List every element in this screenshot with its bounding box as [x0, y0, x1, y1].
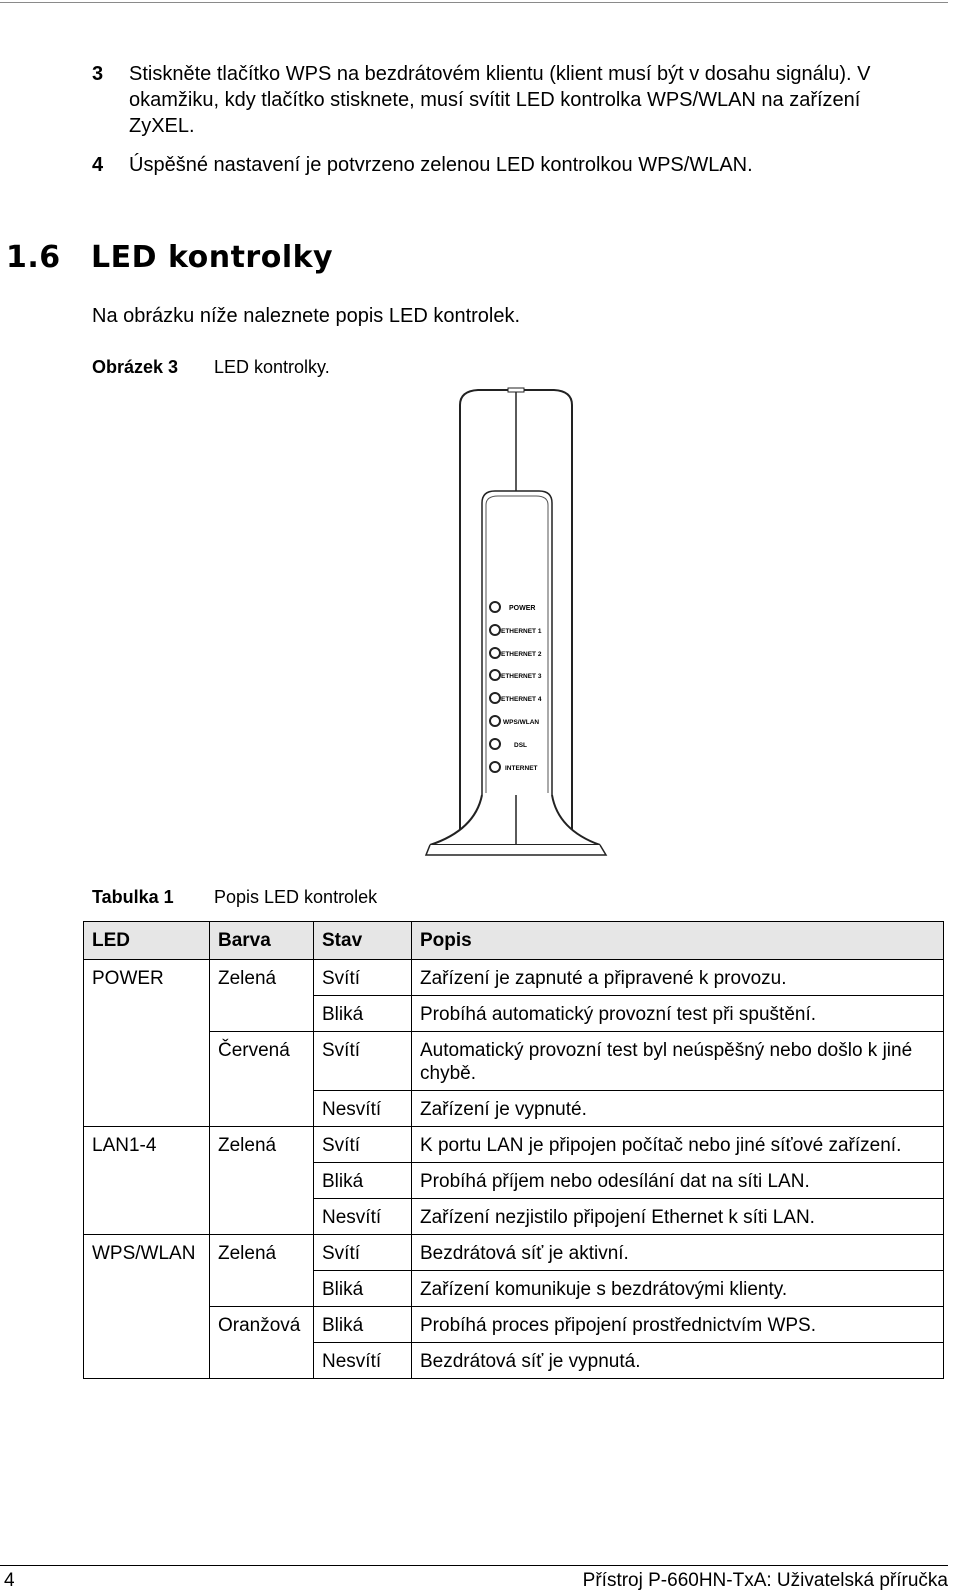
table-row	[84, 1091, 944, 1127]
table-row	[84, 1343, 944, 1379]
header-led: LED	[84, 922, 210, 960]
table-row	[84, 996, 944, 1032]
cell-barva	[210, 1091, 314, 1127]
cell-popis: K portu LAN je připojen počítač nebo jiné síťové zařízení.	[412, 1127, 944, 1163]
svg-text:DSL: DSL	[514, 742, 527, 749]
cell-stav: Nesvítí	[314, 1343, 412, 1379]
cell-popis: Zařízení nezjistilo připojení Ethernet k síti LAN.	[412, 1199, 944, 1235]
cell-popis: Probíhá proces připojení prostřednictvím WPS.	[412, 1307, 944, 1343]
cell-stav: Nesvítí	[314, 1199, 412, 1235]
header-barva: Barva	[210, 922, 314, 960]
step-text: Úspěšné nastavení je potvrzeno zelenou LED kontrolkou WPS/WLAN.	[129, 154, 753, 176]
cell-stav: Bliká	[314, 1163, 412, 1199]
table-row	[84, 960, 944, 996]
header-stav: Stav	[314, 922, 412, 960]
cell-stav: Svítí	[314, 1235, 412, 1271]
svg-text:ETHERNET 4: ETHERNET 4	[501, 696, 542, 703]
svg-text:ETHERNET 1: ETHERNET 1	[501, 628, 542, 635]
cell-led: POWER	[84, 960, 210, 1127]
cell-barva: Červená	[210, 1032, 314, 1091]
step-number: 4	[92, 154, 104, 176]
cell-led: WPS/WLAN	[84, 1235, 210, 1379]
top-rule	[0, 2, 948, 3]
table-row	[84, 1032, 944, 1091]
section-heading	[6, 240, 333, 275]
cell-popis: Bezdrátová síť je vypnutá.	[412, 1343, 944, 1379]
cell-barva: Oranžová	[210, 1307, 314, 1343]
footer-rule	[0, 1565, 948, 1566]
table-header-row	[84, 922, 944, 960]
table-row	[84, 1271, 944, 1307]
table-label: Tabulka 1	[92, 887, 174, 907]
cell-popis: Bezdrátová síť je aktivní.	[412, 1235, 944, 1271]
table-caption-text: Popis LED kontrolek	[214, 887, 378, 907]
cell-popis: Probíhá automatický provozní test při spuštění.	[412, 996, 944, 1032]
router-illustration	[420, 385, 610, 865]
cell-stav: Svítí	[314, 1032, 412, 1091]
header-popis: Popis	[412, 922, 944, 960]
table-caption	[92, 887, 377, 908]
cell-stav: Svítí	[314, 960, 412, 996]
svg-text:POWER: POWER	[509, 605, 536, 612]
footer-title: Přístroj P-660HN-TxA: Uživatelská příručka	[582, 1570, 948, 1591]
cell-stav: Svítí	[314, 1127, 412, 1163]
cell-popis: Automatický provozní test byl neúspěšný nebo došlo k jiné chybě.	[412, 1032, 944, 1091]
svg-text:ETHERNET 3: ETHERNET 3	[501, 673, 542, 680]
svg-text:WPS/WLAN: WPS/WLAN	[503, 719, 540, 726]
cell-stav: Bliká	[314, 996, 412, 1032]
cell-popis: Zařízení je vypnuté.	[412, 1091, 944, 1127]
cell-stav: Bliká	[314, 1307, 412, 1343]
led-table	[83, 921, 944, 1379]
figure-caption	[92, 357, 330, 378]
cell-led: LAN1-4	[84, 1127, 210, 1235]
svg-text:INTERNET: INTERNET	[505, 765, 538, 772]
section-number: 1.6	[6, 240, 61, 275]
cell-stav: Nesvítí	[314, 1091, 412, 1127]
cell-stav: Bliká	[314, 1271, 412, 1307]
table-row	[84, 1235, 944, 1271]
cell-barva	[210, 996, 314, 1032]
section-title: LED kontrolky	[91, 240, 334, 275]
figure-caption-text: LED kontrolky.	[214, 357, 330, 377]
cell-barva: Zelená	[210, 960, 314, 996]
cell-barva	[210, 1343, 314, 1379]
step-text: Stiskněte tlačítko WPS na bezdrátovém klientu (klient musí být v dosahu signálu). V okamžiku, kdy tlačítko stisknete, musí svítit LED kontrolka WPS/WLAN na zařízení ZyXEL.	[129, 63, 871, 137]
table-row	[84, 1127, 944, 1163]
cell-popis: Probíhá příjem nebo odesílání dat na síti LAN.	[412, 1163, 944, 1199]
table-row	[84, 1307, 944, 1343]
cell-barva: Zelená	[210, 1235, 314, 1271]
cell-popis: Zařízení komunikuje s bezdrátovými klienty.	[412, 1271, 944, 1307]
cell-popis: Zařízení je zapnuté a připravené k provozu.	[412, 960, 944, 996]
svg-text:ETHERNET 2: ETHERNET 2	[501, 651, 542, 658]
step-number: 3	[92, 63, 104, 85]
cell-barva: Zelená	[210, 1127, 314, 1235]
intro-text: Na obrázku níže naleznete popis LED kontrolek.	[92, 305, 521, 327]
cell-barva	[210, 1271, 314, 1307]
figure-label: Obrázek 3	[92, 357, 179, 377]
page-number: 4	[4, 1570, 15, 1591]
